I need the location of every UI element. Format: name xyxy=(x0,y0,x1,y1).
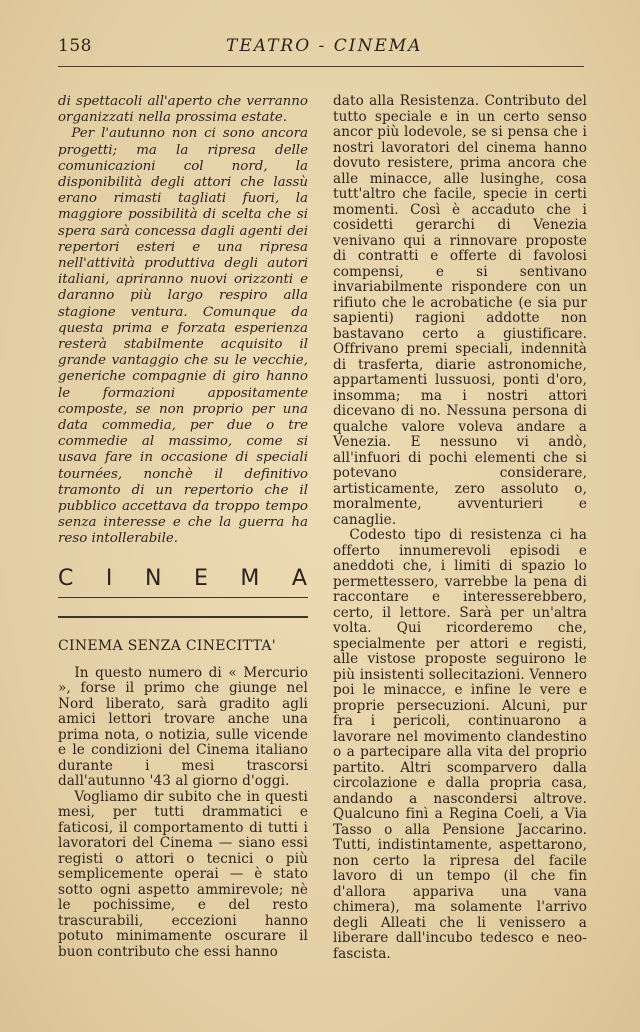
running-title: TEATRO - CINEMA xyxy=(226,36,423,56)
left-column xyxy=(58,94,308,548)
section-heading xyxy=(58,566,308,591)
body-paragraph: dato alla Resistenza. Contributo del tutto speciale e in un certo senso ancor più lodevole, se si pensa che i nostri lavoratori del cinema hanno dovuto resistere, prima ancora che alle minacce, alle lusinghe, cosa tutt'altro che facile, specie in certi momenti. Così è accaduto che i cosidetti gerarchi di Venezia venivano qui a rinnovare proposte di contratti e offerte di favolosi compensi, e si sentivano invariabilmente rispondere con un rifiuto che le acrobatiche (e sia pur sapienti) ragioni addotte non bastavano certo a giustificare. Offrivano premi speciali, indennità di trasferta, diarie astronomiche, appartamenti lussuosi, ponti d'oro, insomma; ma i nostri attori dicevano di no. Nessuna persona di qualche valore voleva andare a Venezia. E nessuno vi andò, all'infuori di pochi elementi che si potevano considerare, artisticamente, zero assoluto o, moralmente, avventurieri e canaglie. xyxy=(333,93,587,528)
article-paragraph: In questo numero di « Mercurio », forse il primo che giunge nel Nord liberato, sarà gradito agli amici lettori trovare anche una prima nota, o notizia, sulle vicende e le condizioni del Cinema italiano durante i mesi trascorsi dall'autunno '43 al giorno d'oggi. xyxy=(58,664,308,789)
right-column xyxy=(333,94,587,962)
heading-letter: M xyxy=(240,566,261,591)
heading-letter: C xyxy=(58,566,75,591)
body-paragraph: Codesto tipo di resistenza ci ha offerto innumerevoli episodi e aneddoti che, i limiti di spazio lo permettessero, varrebbe la pena di raccontare e interesserebbero, certo, il lettore. Sarà per un'altra volta. Qui ricorderemo che, specialmente per attori e registi, alle vistose proposte seguirono le più insistenti sollecitazioni. Vennero poi le minacce, e infine le vere e proprie persecuzioni. Alcuni, pur fra i pericoli, continuarono a lavorare nel movimento clandestino o a partecipare alla vita del proprio partito. Altri scomparvero dalla circolazione e dalla propria casa, andando a nascondersi altrove. Qualcuno finì a Regina Coeli, a Via Tasso o alla Pensione Jaccarino. Tutti, indistintamente, aspettarono, non certo la ripresa del facile lavoro di un tempo (il che fin d'allora appariva una vana chimera), ma solamente l'arrivo degli Alleati che li venissero a liberare dall'incubo tedesco e neo-fascista. xyxy=(333,527,587,962)
italic-paragraph: Per l'autunno non ci sono ancora progetti; ma la ripresa delle comunicazioni col nord, la disponibilità degli attori che lassù erano rimasti tagliati fuori, la maggiore possibilità di scelta che si spera sarà concessa dagli agenti dei repertori esteri e una ripresa nell'attività produttiva degli autori italiani, apriranno nuovi orizzonti e daranno più largo respiro alla stagione ventura. Comunque da questa prima e forzata esperienza resterà stabilmente acquisito il grande vantaggio che su le vecchie, generiche compagnie di giro hanno le formazioni appositamente composte, se non proprio per una data commedia, per due o tre commedie al massimo, come si usava fare in occasione di speciali tournées, nonchè il definitivo tramonto di un repertorio che il pubblico accettava da troppo tempo senza interesse e che la guerra ha reso intollerabile. xyxy=(58,126,308,547)
heading-letter: A xyxy=(291,566,308,591)
page-header xyxy=(58,36,584,66)
section-rule-top xyxy=(58,597,308,598)
article-body xyxy=(58,666,308,961)
cinema-section xyxy=(58,566,308,960)
italic-paragraph: di spettacoli all'aperto che verranno organizzati nella prossima estate. xyxy=(58,94,308,126)
heading-letter: E xyxy=(193,566,209,591)
page-number: 158 xyxy=(58,36,92,56)
header-rule xyxy=(58,66,584,67)
heading-letter: N xyxy=(144,566,163,591)
article-paragraph: Vogliamo dir subito che in questi mesi, per tutti drammatici e faticosi, il comportamento di tutti i lavoratori del Cinema — siano essi registi o attori o tecnici o più semplicemente operai — è stato sotto ogni aspetto ammirevole; nè le pochissime, e del resto trascurabili, eccezioni hanno potuto minimamente oscurare il buon contributo che essi hanno xyxy=(58,788,308,960)
section-rule-bottom xyxy=(58,616,308,618)
article-title: CINEMA SENZA CINECITTA' xyxy=(58,637,276,654)
heading-letter: I xyxy=(105,566,114,591)
